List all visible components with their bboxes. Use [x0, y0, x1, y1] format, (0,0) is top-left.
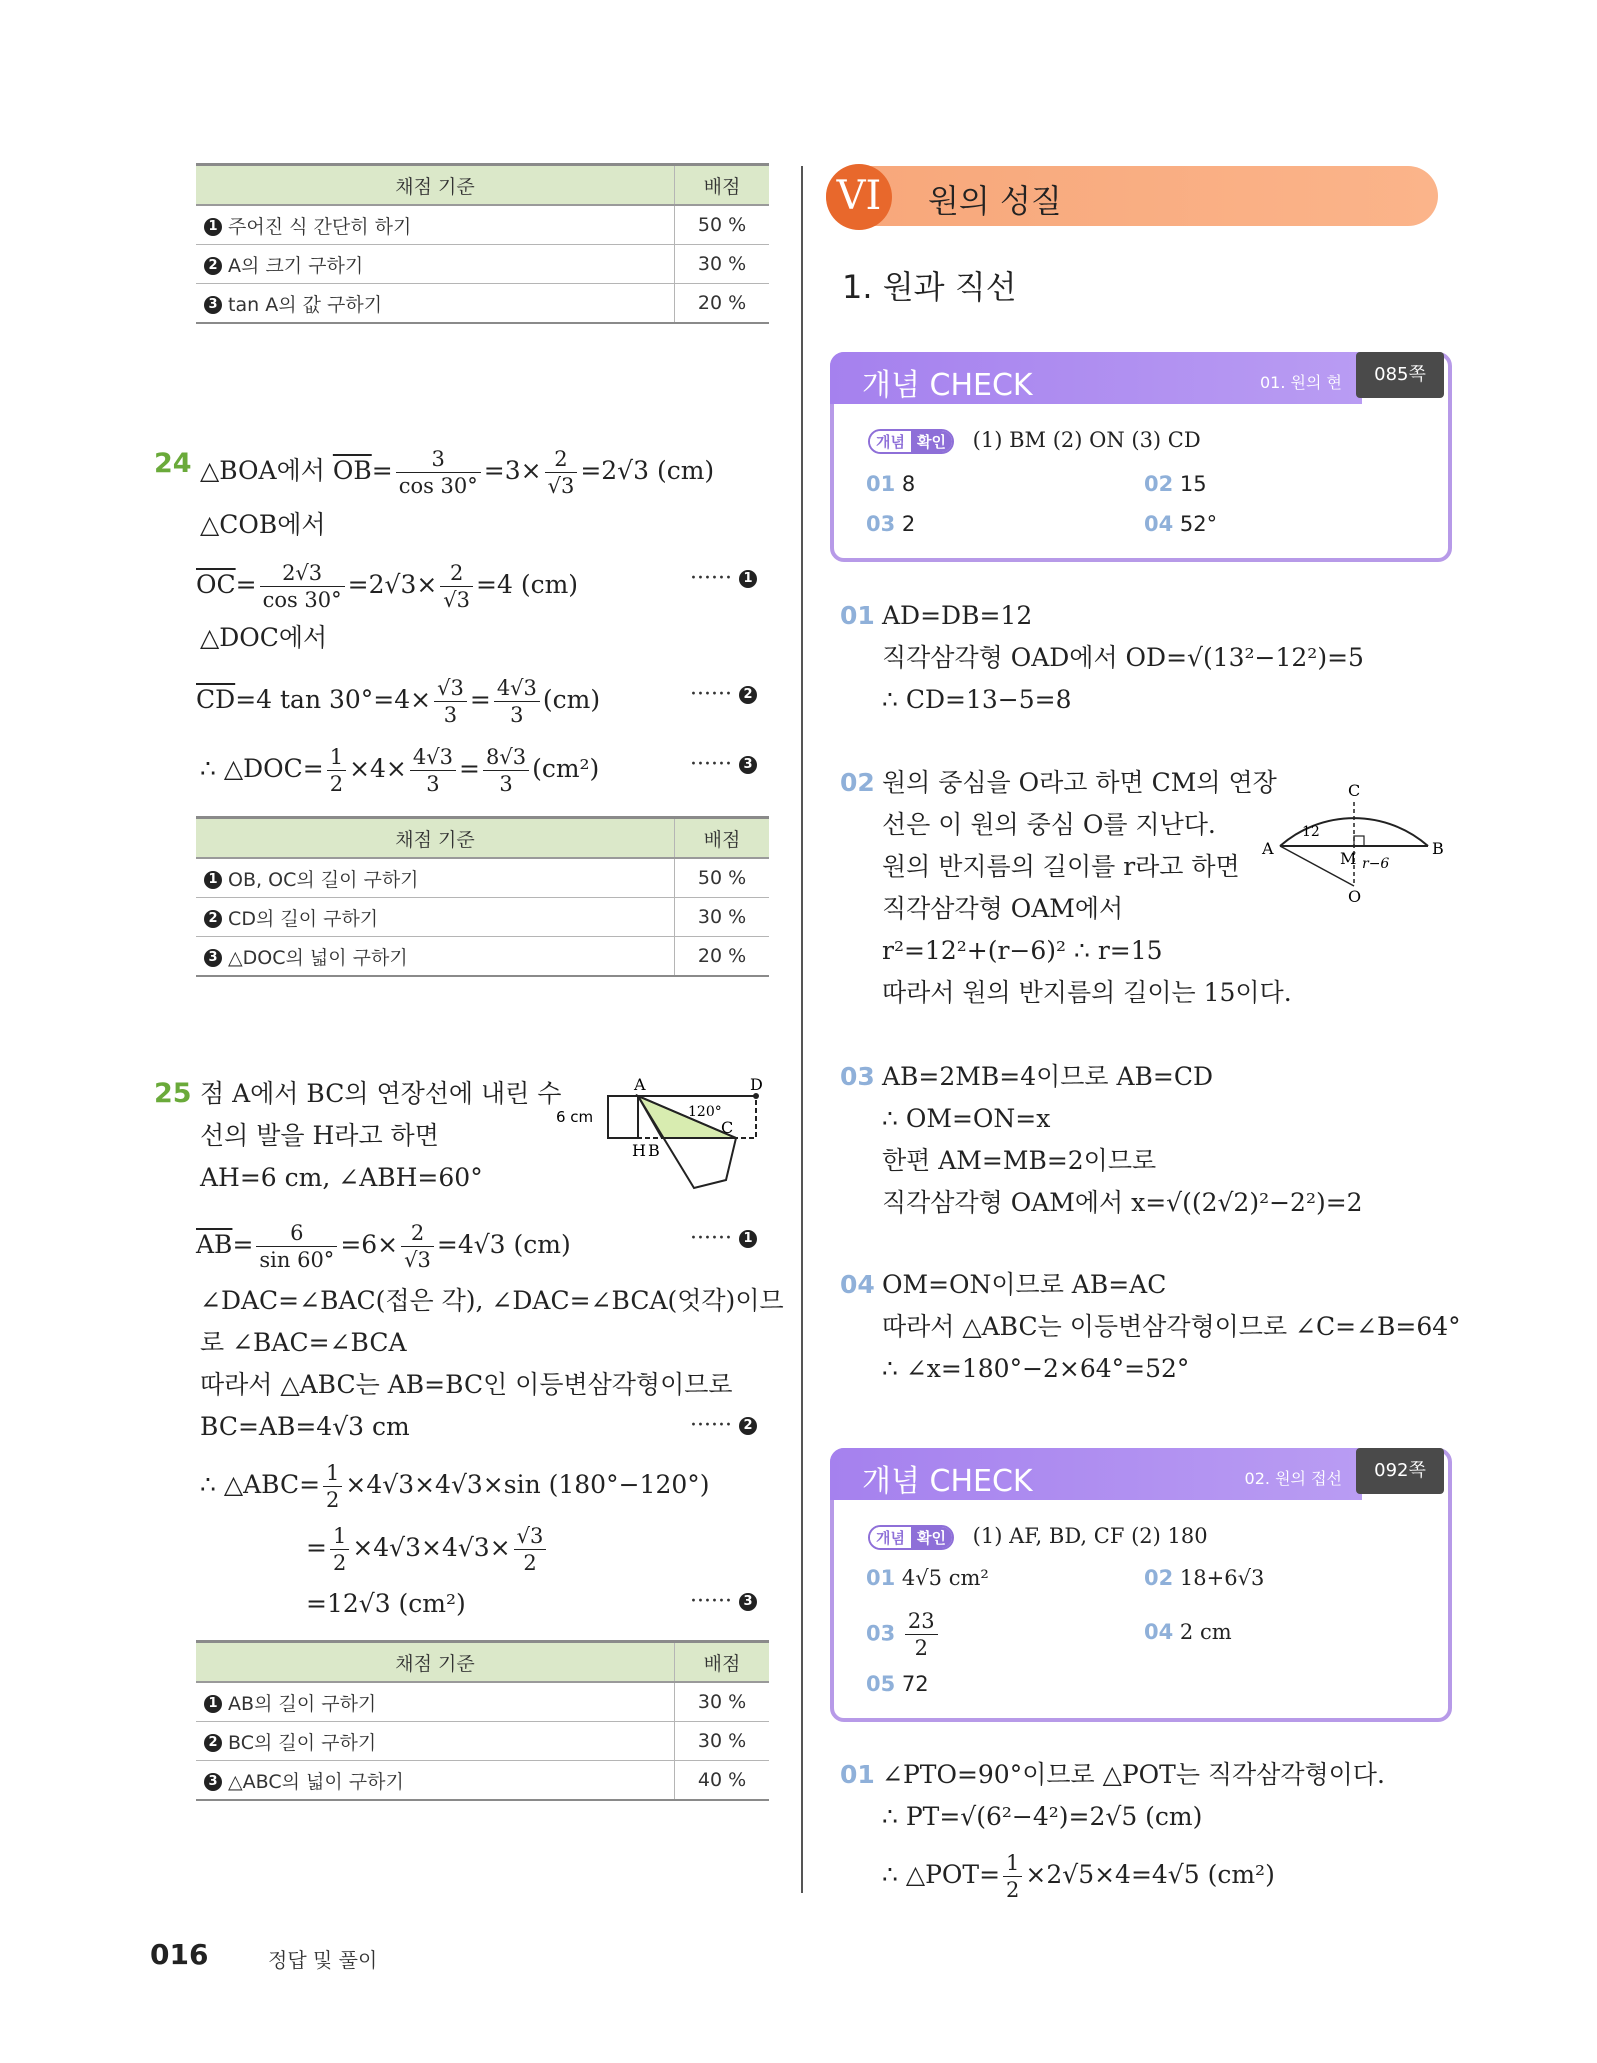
- label-d: D: [750, 1076, 763, 1094]
- p25-line-4: $\overline{AB}=$ $\frac{6}{\sin 60^\circ}$ =6× $\frac{2}{√3}$ =4√3 (cm): [196, 1221, 571, 1272]
- p25-line-3: AH=6 cm, ∠ABH=60°: [200, 1163, 483, 1192]
- problem-25-number: 25: [154, 1078, 192, 1109]
- p25-line-11: =12√3 (cm²): [306, 1589, 466, 1618]
- step-2-icon: 2: [204, 910, 222, 928]
- check2-concept-line: 개념 확인 (1) AF, BD, CF (2) 180: [868, 1524, 1208, 1550]
- grading-table-1: [196, 163, 769, 324]
- step-marker-3: ······ 3: [690, 752, 757, 777]
- s01-line-2: 직각삼각형 OAD에서 OD=√(13²−12²)=5: [882, 643, 1364, 672]
- label-o: O: [1348, 887, 1362, 904]
- grading-table-3: [196, 1640, 769, 1801]
- problem-24-number: 24: [154, 448, 192, 479]
- s03-line-2: ∴ OM=ON=x: [882, 1104, 1051, 1133]
- step-1-icon: 1: [204, 1695, 222, 1713]
- step-2-icon: 2: [204, 257, 222, 275]
- table-row: [196, 1682, 769, 1722]
- label-h: H: [632, 1141, 646, 1160]
- check2-answer-05: 05 72: [866, 1672, 929, 1696]
- check2-answer-03: 03 $\frac{23}{2}$: [866, 1608, 941, 1661]
- p24-line-6: ∴ △DOC= $\frac{1}{2}$ ×4× $\frac{4√3}{3}$ = $\frac{8√3}{3}$ (cm²): [200, 745, 600, 796]
- check-title: 개념 CHECK: [862, 368, 1033, 403]
- left-rectangle: [608, 1096, 638, 1138]
- check-title: 개념 CHECK: [862, 1464, 1033, 1499]
- check2-answer-04: 04 2 cm: [1144, 1620, 1232, 1644]
- p25-line-10: = $\frac{1}{2}$ ×4√3×4√3× $\frac{√3}{2}$: [306, 1523, 549, 1576]
- section-title: 원의 성질: [928, 182, 1062, 220]
- s02-line-2: 선은 이 원의 중심 O를 지난다.: [882, 810, 1216, 839]
- page-number: 016: [150, 1938, 209, 1971]
- row-label: AB의 길이 구하기: [228, 1692, 377, 1715]
- step-marker-2: ······ 2: [690, 682, 757, 707]
- check1-answer-02: 02 15: [1144, 472, 1207, 496]
- table-row: [196, 1722, 769, 1761]
- label-a: A: [1262, 839, 1274, 858]
- p25-line-5: ∠DAC=∠BAC(접은 각), ∠DAC=∠BCA(엇각)이므: [200, 1286, 784, 1315]
- p25-line-1: 점 A에서 BC의 연장선에 내린 수: [200, 1079, 562, 1108]
- solution-t01-number: 01: [840, 1760, 875, 1789]
- s01-line-3: ∴ CD=13−5=8: [882, 685, 1072, 714]
- table-row: [196, 898, 769, 937]
- circle-arc-figure: [1258, 774, 1444, 904]
- s04-line-3: ∴ ∠x=180°−2×64°=52°: [882, 1354, 1190, 1383]
- grading-table-2: [196, 816, 769, 977]
- s03-line-1: AB=2MB=4이므로 AB=CD: [882, 1062, 1214, 1091]
- section-header-bar: [826, 166, 1438, 226]
- step-marker-3: ······ 3: [690, 1589, 757, 1614]
- step-marker-2: ······ 2: [690, 1413, 757, 1438]
- row-score: 30 %: [675, 898, 770, 937]
- s04-line-1: OM=ON이므로 AB=AC: [882, 1270, 1167, 1299]
- label-c: C: [1348, 781, 1361, 800]
- label-c: C: [721, 1118, 734, 1137]
- p24-line-4: △DOC에서: [200, 623, 328, 652]
- footer-label: 정답 및 풀이: [268, 1948, 378, 1972]
- row-score: 50 %: [675, 205, 770, 245]
- p24-line-3: $\overline{OC}=$ $\frac{2√3}{\cos 30^\circ}$ =2√3× $\frac{2}{√3}$ =4 (cm): [196, 561, 579, 612]
- column-divider: [801, 166, 803, 1893]
- row-score: 40 %: [675, 1761, 770, 1801]
- p25-line-8: BC=AB=4√3 cm: [200, 1412, 410, 1441]
- step-marker-1: ······ 1: [690, 566, 757, 591]
- check2-answer-01: 01 4√5 cm²: [866, 1566, 989, 1590]
- table-row: [196, 284, 769, 324]
- folded-rectangle-figure: [556, 1076, 766, 1196]
- label-angle: 120°: [688, 1104, 722, 1120]
- row-label: 주어진 식 간단히 하기: [228, 215, 412, 238]
- t01-line-3: ∴ △POT= $\frac{1}{2}$ ×2√5×4=4√5 (cm²): [882, 1851, 1275, 1902]
- t01-line-1: ∠PTO=90°이므로 △POT는 직각삼각형이다.: [882, 1760, 1385, 1789]
- row-label: △DOC의 넓이 구하기: [228, 946, 408, 969]
- table-row: [196, 205, 769, 245]
- row-label: OB, OC의 길이 구하기: [228, 868, 419, 891]
- s02-line-4: 직각삼각형 OAM에서: [882, 894, 1124, 923]
- check1-concept-line: 개념 확인 (1) BM (2) ON (3) CD: [868, 428, 1201, 454]
- check1-answer-01: 01 8: [866, 472, 916, 496]
- row-score: 30 %: [675, 245, 770, 284]
- table-row: [196, 1761, 769, 1801]
- page-ref-tab-1: 085쪽: [1356, 352, 1444, 398]
- label-m: M: [1340, 849, 1357, 868]
- s02-line-1: 원의 중심을 O라고 하면 CM의 연장: [882, 768, 1277, 797]
- table-row: [196, 245, 769, 284]
- label-b: B: [648, 1141, 660, 1160]
- label-r-minus-6: r−6: [1362, 856, 1390, 872]
- check1-answer-04: 04 52°: [1144, 512, 1218, 536]
- step-3-icon: 3: [204, 1773, 222, 1791]
- table-header-criteria: 채점 기준: [196, 818, 675, 859]
- right-angle-mark: [1354, 836, 1364, 846]
- s02-line-3: 원의 반지름의 길이를 r라고 하면: [882, 852, 1240, 881]
- row-label: BC의 길이 구하기: [228, 1731, 377, 1754]
- row-label: △ABC의 넓이 구하기: [228, 1770, 404, 1793]
- step-3-icon: 3: [204, 949, 222, 967]
- check-subtitle: 02. 원의 접선: [1244, 1469, 1342, 1488]
- step-1-icon: 1: [204, 218, 222, 236]
- p25-line-2: 선의 발을 H라고 하면: [200, 1121, 439, 1150]
- table-header-criteria: 채점 기준: [196, 1642, 675, 1683]
- p25-line-7: 따라서 △ABC는 AB=BC인 이등변삼각형이므로: [200, 1370, 733, 1399]
- solution-02-number: 02: [840, 768, 875, 797]
- concept-badge: 개념 확인: [868, 1525, 954, 1550]
- step-2-icon: 2: [204, 1734, 222, 1752]
- check2-answer-02: 02 18+6√3: [1144, 1566, 1265, 1590]
- label-b: B: [1432, 839, 1444, 858]
- s03-line-4: 직각삼각형 OAM에서 x=√((2√2)²−2²)=2: [882, 1188, 1363, 1217]
- solution-01-number: 01: [840, 601, 875, 630]
- row-score: 20 %: [675, 284, 770, 324]
- concept-check-header-1: [830, 352, 1362, 404]
- row-label: CD의 길이 구하기: [228, 907, 379, 930]
- row-score: 20 %: [675, 937, 770, 977]
- concept-badge: 개념 확인: [868, 429, 954, 454]
- s04-line-2: 따라서 △ABC는 이등변삼각형이므로 ∠C=∠B=64°: [882, 1312, 1461, 1341]
- label-12: 12: [1302, 824, 1320, 840]
- row-score: 30 %: [675, 1682, 770, 1722]
- solution-04-number: 04: [840, 1270, 875, 1299]
- s03-line-3: 한편 AM=MB=2이므로: [882, 1146, 1157, 1175]
- label-length: 6 cm: [556, 1108, 594, 1126]
- table-header-score: 배점: [675, 1642, 770, 1683]
- step-marker-1: ······ 1: [690, 1226, 757, 1251]
- step-1-icon: 1: [204, 871, 222, 889]
- p24-line-5: $\overline{CD}=4$ tan 30°=4× $\frac{√3}{3}$ = $\frac{4√3}{3}$ (cm): [196, 676, 601, 727]
- page-ref-tab-2: 092쪽: [1356, 1448, 1444, 1494]
- concept-check-header-2: [830, 1448, 1362, 1500]
- row-score: 50 %: [675, 858, 770, 898]
- row-label: tan A의 값 구하기: [228, 293, 383, 316]
- t01-line-2: ∴ PT=√(6²−4²)=2√5 (cm): [882, 1802, 1203, 1831]
- s02-line-5: r²=12²+(r−6)² ∴ r=15: [882, 936, 1163, 965]
- solution-03-number: 03: [840, 1062, 875, 1091]
- label-a: A: [634, 1076, 646, 1094]
- p24-line-2: △COB에서: [200, 510, 326, 539]
- s01-line-1: AD=DB=12: [882, 601, 1033, 630]
- table-header-criteria: 채점 기준: [196, 165, 675, 206]
- row-label: A의 크기 구하기: [228, 254, 364, 277]
- row-score: 30 %: [675, 1722, 770, 1761]
- section-subtitle: 1. 원과 직선: [842, 268, 1017, 306]
- check-subtitle: 01. 원의 현: [1260, 373, 1342, 392]
- p25-line-9: ∴ △ABC= $\frac{1}{2}$ ×4√3×4√3×sin (180°−120°): [200, 1461, 710, 1512]
- check1-answer-03: 03 2: [866, 512, 916, 536]
- step-3-icon: 3: [204, 296, 222, 314]
- p25-line-6: 로 ∠BAC=∠BCA: [200, 1328, 407, 1357]
- table-header-score: 배점: [675, 818, 770, 859]
- table-row: [196, 937, 769, 977]
- section-roman-numeral: VI: [826, 164, 892, 230]
- s02-line-6: 따라서 원의 반지름의 길이는 15이다.: [882, 978, 1292, 1007]
- table-header-score: 배점: [675, 165, 770, 206]
- p24-line-1: △BOA에서 $\overline{OB}=$ $\frac{3}{\cos 30^\circ}$ =3× $\frac{2}{√3}$ =2√3 (cm): [200, 447, 715, 498]
- table-row: [196, 858, 769, 898]
